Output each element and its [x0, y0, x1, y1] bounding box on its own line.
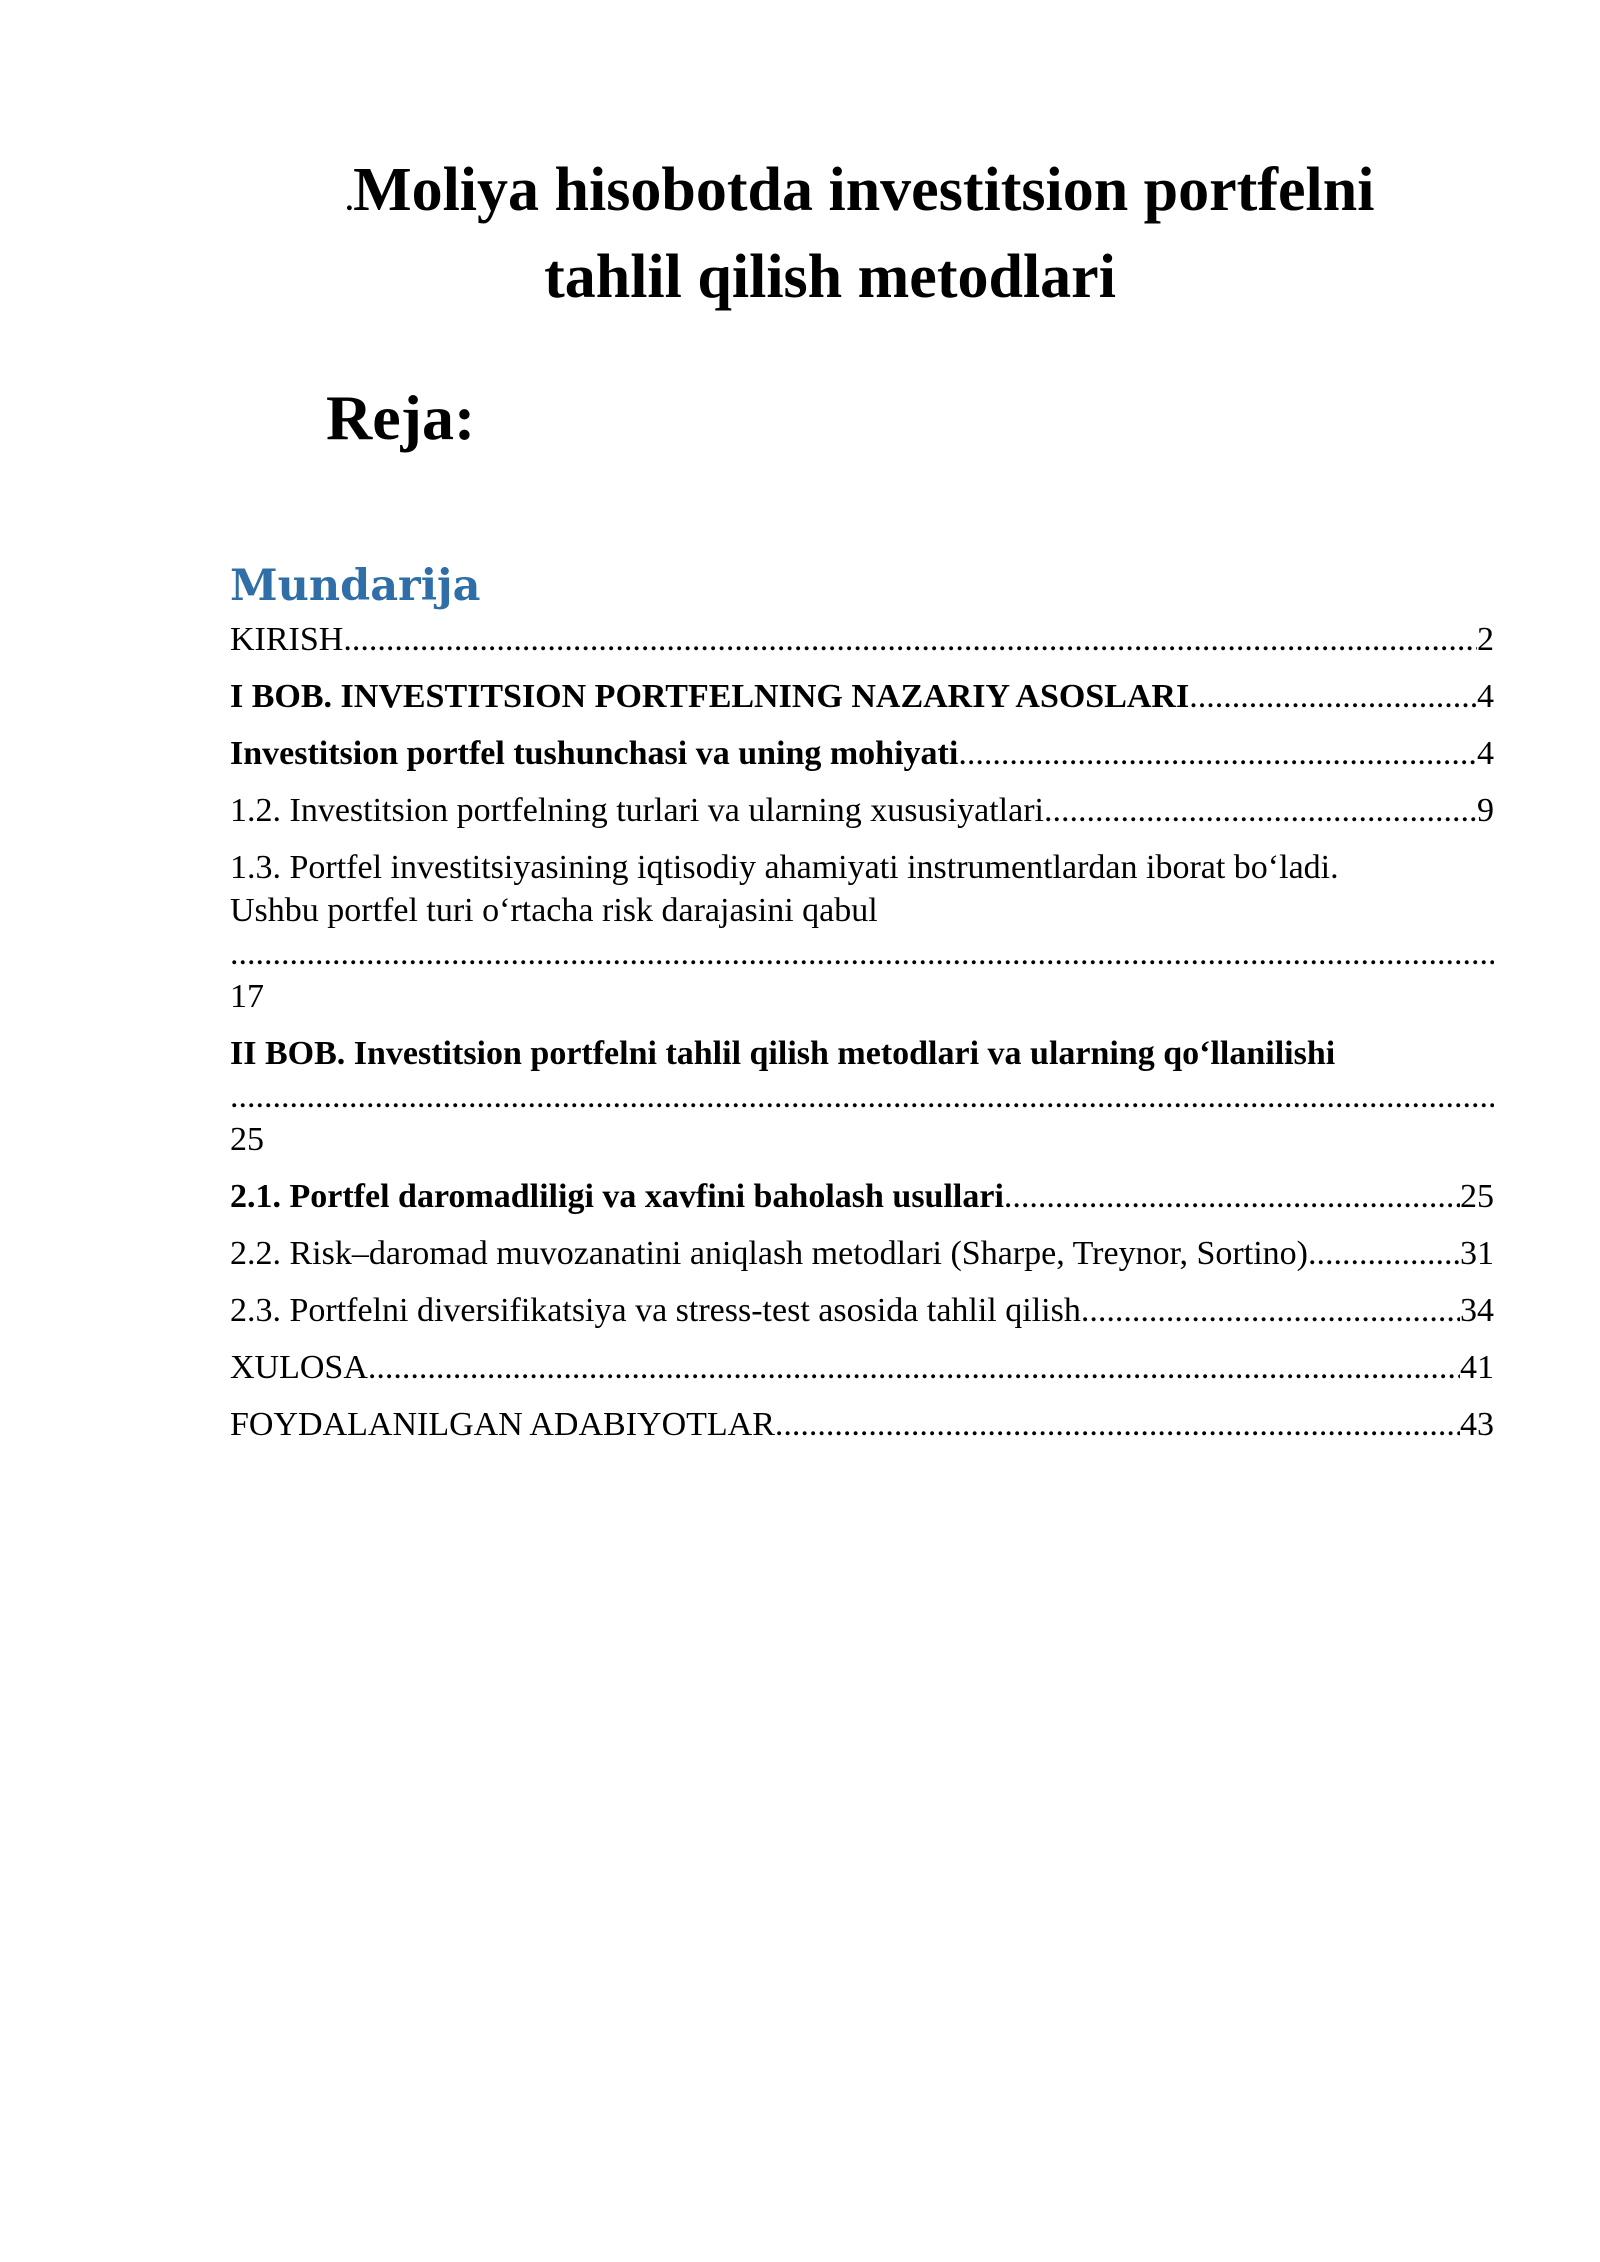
toc-entry-section-2-1[interactable] [230, 1175, 1494, 1218]
plan-heading: Reja: [326, 382, 476, 453]
toc-entry-page: 4 [1477, 735, 1494, 772]
toc-entry-page: 34 [1460, 1292, 1494, 1329]
toc-entry-chapter-2[interactable] [230, 1032, 1494, 1161]
toc-entry-xulosa[interactable] [230, 1346, 1494, 1389]
title-line1-text: Moliya hisobotda investitsion portfelni [353, 156, 1375, 224]
toc-entry-page: 4 [1477, 678, 1494, 715]
toc-leader-dots [1189, 675, 1477, 718]
toc-entry-text: Investitsion portfel tushunchasi va uning mohiyati [230, 735, 959, 772]
toc-entry-page: 2 [1477, 621, 1494, 658]
toc-entry-text: II BOB. Investitsion portfelni tahlil qilish metodlari va ularning qo‘llanilishi [230, 1035, 1336, 1072]
toc-entry-page: 25 [1460, 1178, 1494, 1215]
toc-entry-text: 2.1. Portfel daromadliligi va xavfini baholash usullari [230, 1178, 1004, 1215]
document-title-line2: tahlil qilish metodlari [544, 243, 1116, 311]
toc-leader-dots [230, 932, 1494, 975]
toc-entry-section-1-3[interactable] [230, 846, 1494, 1018]
toc-entry-section-2-3[interactable] [230, 1289, 1494, 1332]
toc-entry-text-line2: Ushbu portfel turi o‘rtacha risk darajasini qabul [230, 892, 878, 929]
toc-leader-dots [230, 1075, 1494, 1118]
toc-entry-text: XULOSA [230, 1349, 368, 1386]
toc-entry-page: 25 [230, 1121, 264, 1158]
toc-entry-text-line1: 1.3. Portfel investitsiyasining iqtisodiy ahamiyati instrumentlardan iborat bo‘ladi. [230, 849, 1339, 886]
toc-entry-page: 41 [1460, 1349, 1494, 1386]
document-title [0, 152, 1600, 315]
toc-leader-dots [368, 1346, 1460, 1389]
toc-entry-kirish[interactable] [230, 618, 1494, 661]
toc-leader-dots [1081, 1289, 1460, 1332]
toc-entry-text: 2.2. Risk–daromad muvozanatini aniqlash metodlari (Sharpe, Treynor, Sortino). [230, 1235, 1317, 1272]
toc-entry-page: 31 [1460, 1235, 1494, 1272]
toc-leader-dots [958, 732, 1477, 775]
toc-entry-references[interactable] [230, 1403, 1494, 1446]
toc-leader-dots [1316, 1232, 1460, 1275]
toc-leader-dots [1044, 789, 1477, 832]
table-of-contents [230, 618, 1494, 1460]
toc-leader-dots [1004, 1175, 1460, 1218]
toc-entry-section-1-2[interactable] [230, 789, 1494, 832]
toc-entry-text: 2.3. Portfelni diversifikatsiya va stress-test asosida tahlil qilish [230, 1292, 1081, 1329]
toc-entry-page: 43 [1460, 1406, 1494, 1443]
toc-entry-section-2-2[interactable] [230, 1232, 1494, 1275]
toc-heading: Mundarija [230, 561, 481, 611]
toc-leader-dots [775, 1403, 1460, 1446]
toc-entry-chapter-1[interactable] [230, 675, 1494, 718]
toc-entry-text: 1.2. Investitsion portfelning turlari va ularning xususiyatlari [230, 792, 1044, 829]
toc-leader-dots [343, 618, 1477, 661]
toc-entry-text: I BOB. INVESTITSION PORTFELNING NAZARIY ASOSLARI [230, 678, 1190, 715]
toc-entry-text: KIRISH [230, 621, 344, 658]
toc-entry-section-1-1[interactable] [230, 732, 1494, 775]
toc-entry-page: 9 [1477, 792, 1494, 829]
toc-entry-page: 17 [230, 978, 264, 1015]
document-title-line1 [0, 152, 1600, 239]
title-dot: . [345, 184, 354, 217]
toc-entry-text: FOYDALANILGAN ADABIYOTLAR [230, 1406, 775, 1443]
